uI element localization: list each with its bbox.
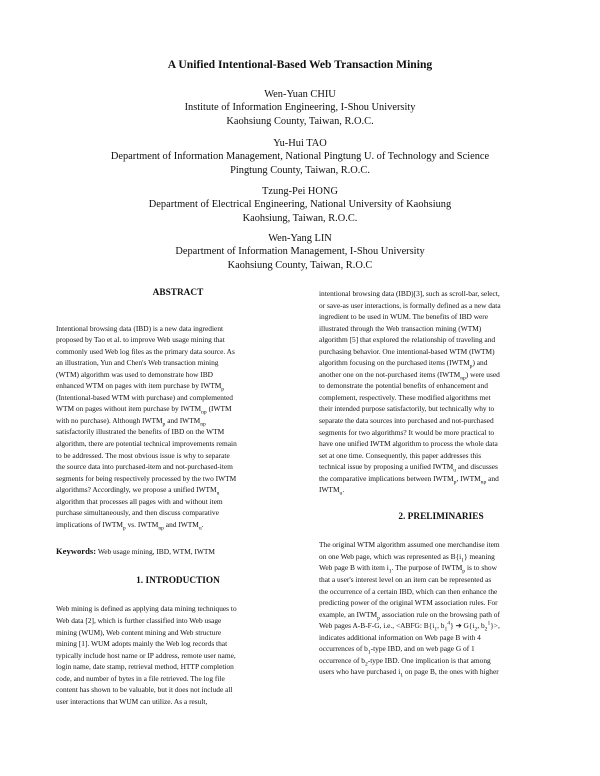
intro-line: mining (WUM), Web content mining and Web structure: [56, 627, 222, 637]
intro-line: segments for two algorithms? It would be more practical to: [319, 427, 495, 437]
intro-line: login name, date stamp, retrieval method, HTTP completion: [56, 662, 234, 672]
intro-line: complement, respectively. These modified algorithms met: [319, 392, 491, 402]
preliminaries-text: [319, 539, 563, 678]
author-location: Pingtung County, Taiwan, R.O.C.: [230, 164, 370, 176]
abstract-line: the source data into purchased-item and not-purchased-item: [56, 462, 233, 472]
intro-line: algorithm [5] that explored the relationship of traveling and: [319, 335, 496, 345]
intro-line: technical issue by proposing a unified $IWTM_u$ and discusses: [319, 462, 498, 474]
abstract-line: algorithms? Accordingly, we propose a unified $IWTM_u$: [56, 485, 220, 497]
author-location: Kaohsiung County, Taiwan, R.O.C: [227, 259, 373, 271]
author-affiliation: Department of Information Management, National Pingtung U. of Technology and Science: [110, 151, 490, 163]
abstract-line: with no purchase). Although $IWTM_p$ and $IWTM_{np}$: [56, 415, 206, 428]
abstract-line: purchase simultaneously, and then discuss comparative: [56, 508, 219, 518]
author-affiliation: Institute of Information Engineering, I-Shou University: [184, 102, 416, 114]
author-name: Tzung-Pei HONG: [262, 186, 338, 197]
keywords-text: Web usage mining, IBD, WTM, IWTM: [96, 547, 215, 557]
prelim-line: example, an $IWTM_p$ association rule on the browsing path of: [319, 609, 500, 622]
author-affiliation: Department of Information Management, I-Shou University: [175, 246, 425, 258]
abstract-line: WTM on pages without item purchase by $IWTM_{np}$ (IWTM: [56, 404, 232, 416]
intro-line: code, and number of bytes in a file retrieved. The log file: [56, 673, 225, 683]
abstract-line: commonly used Web log files as the primary data source. As: [56, 346, 235, 356]
prelim-line: on one Web page, which was represented as $B\{i_1\}$ meaning: [319, 551, 495, 564]
intro-line: content has shown to be valuable, but it does not include all: [56, 685, 233, 695]
keywords-line: [56, 546, 300, 558]
intro-line: algorithm focusing on the purchased items $(IWTM_p)$ and: [319, 358, 488, 370]
introduction-text: [56, 603, 300, 707]
left-column: [56, 288, 300, 707]
author-block-4: [0, 232, 600, 272]
paper-title: A Unified Intentional-Based Web Transaction Mining: [167, 58, 433, 71]
author-name: Wen-Yang LIN: [268, 233, 332, 244]
prelim-line: Web pages A-B-F-G, i.e., <ABFG: $B\{i_1$, $b_1^4$} ➔ $G\{i_2$, $b_2^1\}>$,: [319, 620, 500, 633]
intro-line: ingredient to be used in WUM. The benefits of IBD were: [319, 312, 489, 322]
abstract-line: proposed by Tao et al. to improve Web usage mining that: [56, 335, 225, 345]
abstract-line: to be addressed. The most obvious issue is why to separate: [56, 450, 230, 460]
abstract-line: Intentional browsing data (IBD) is a new data ingredient: [56, 323, 224, 333]
intro-line: user interactions that WUM can utilize. As a result,: [56, 696, 208, 706]
intro-line: the comparative implications between $IWTM_p$, $IWTM_{np}$ and: [319, 473, 499, 486]
preliminaries-heading: 2. PRELIMINARIES: [398, 511, 484, 522]
prelim-line: the occurrence of a certain IBD, which can then enhance the: [319, 586, 498, 596]
author-location: Kaohsiung, Taiwan, R.O.C.: [242, 212, 358, 224]
intro-line: typically include host name or IP address, remote user name,: [56, 650, 236, 660]
abstract-line: segments for being respectively processed by the two IWTM: [56, 473, 237, 483]
abstract-line: an illustration, Yun and Chen's Web transaction mining: [56, 358, 219, 368]
intro-line: another one on the not-purchased items $(IWTM_{np})$ were used: [319, 369, 500, 382]
abstract-line: satisfactorily illustrated the benefits of IBD on the WTM: [56, 427, 225, 437]
prelim-line: indicates additional information on Web page B with 4: [319, 632, 481, 642]
abstract-line: (WTM) algorithm was used to demonstrate how IBD: [56, 369, 214, 379]
intro-line: purchasing behavior. One intentional-based WTM (IWTM): [319, 346, 495, 356]
prelim-line: users who have purchased $i_1$ on page B, the ones with higher: [319, 667, 499, 679]
intro-line: have one unified IWTM algorithm to process the whole data: [319, 439, 498, 449]
abstract-line: algorithm that processes all pages with and without item: [56, 496, 223, 506]
intro-line: set at one time. Consequently, this paper addresses this: [319, 450, 482, 460]
abstract-line: implications of $IWTM_p$ vs. $IWTM_{np}$ and $IWTM_u$.: [56, 519, 204, 532]
intro-line: Web data [2], which is further classified into Web usage: [56, 616, 222, 626]
author-name: Yu-Hui TAO: [273, 138, 327, 149]
abstract-text: [56, 323, 300, 531]
author-block-1: [0, 88, 600, 128]
intro-line: mining [1]. WUM adopts mainly the Web log records that: [56, 639, 228, 649]
intro-line: Web mining is defined as applying data mining techniques to: [56, 604, 237, 614]
prelim-line: predicting power of the original WTM association rules. For: [319, 598, 498, 608]
intro-line: intentional browsing data (IBD)[3], such as scroll-bar, select,: [319, 289, 500, 298]
intro-line: separate the data sources into purchased and not-purchased: [319, 416, 494, 426]
abstract-line: algorithm, there are potential technical improvements remain: [56, 439, 237, 449]
author-block-2: [0, 137, 600, 177]
abstract-line: enhanced WTM on pages with item purchase by $IWTM_p$: [56, 381, 225, 393]
right-column: [319, 288, 563, 678]
intro-line: their intended purpose satisfactorily, but technically why to: [319, 404, 495, 414]
intro-continued-text: [319, 288, 563, 496]
prelim-line: occurrence of $b_2$-type IBD. One implication is that among: [319, 655, 491, 668]
author-block-3: [0, 185, 600, 225]
author-location: Kaohsiung County, Taiwan, R.O.C.: [226, 115, 374, 127]
introduction-heading: 1. INTRODUCTION: [136, 575, 220, 586]
prelim-line: that a user's interest level on an item can be represented as: [319, 575, 492, 585]
intro-line: or save-as user interactions, is formally defined as a new data: [319, 300, 501, 310]
prelim-line: Web page B with item $i_1$. The purpose of $IWTM_p$ is to show: [319, 563, 497, 575]
abstract-heading: ABSTRACT: [152, 288, 204, 298]
author-affiliation: Department of Electrical Engineering, National University of Kaohsiung: [148, 199, 452, 211]
keywords-label: Keywords:: [56, 546, 97, 557]
prelim-line: The original WTM algorithm assumed one merchandise item: [319, 540, 500, 550]
abstract-line: (Intentional-based WTM with purchase) and complemented: [56, 392, 233, 402]
prelim-line: occurrences of $b_1$-type IBD, and on web page G of 1: [319, 644, 475, 656]
author-name: Wen-Yuan CHIU: [264, 89, 336, 100]
intro-line: illustrated through the Web transaction mining (WTM): [319, 323, 482, 333]
intro-line: to demonstrate the potential benefits of enhancement and: [319, 381, 488, 391]
intro-line: $IWTM_u$.: [319, 485, 345, 497]
